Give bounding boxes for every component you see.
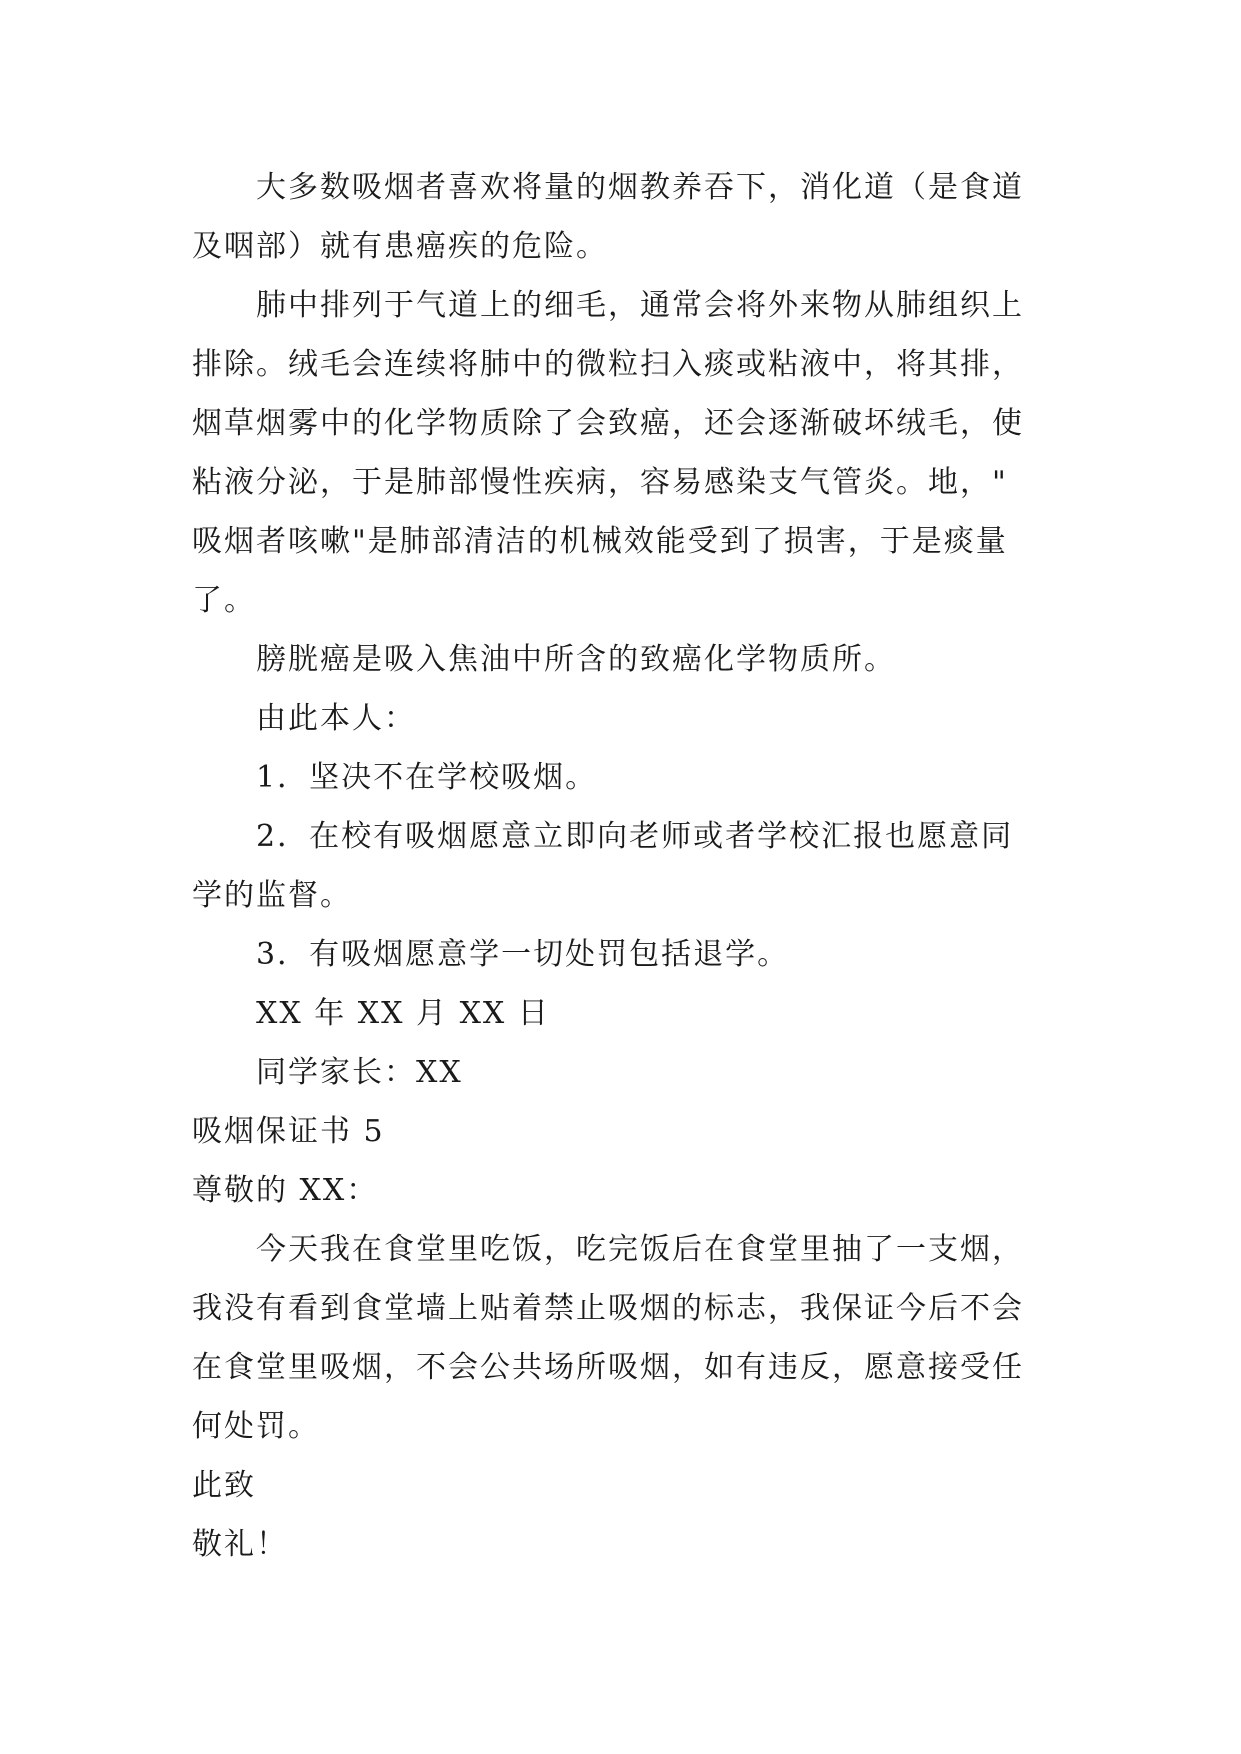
- salutation: 尊敬的 XX：: [192, 1173, 379, 1208]
- text-line: 由此本人：: [256, 701, 416, 736]
- text-line: 烟草烟雾中的化学物质除了会致癌，还会逐渐破坏绒毛，使: [192, 406, 1024, 441]
- document-page: [192, 158, 1062, 1574]
- list-item: 3．有吸烟愿意学一切处罚包括退学。: [256, 937, 790, 972]
- list-item-continuation: 学的监督。: [192, 878, 352, 913]
- text-line: 我没有看到食堂墙上贴着禁止吸烟的标志，我保证今后不会: [192, 1291, 1024, 1326]
- text-line: 了。: [192, 583, 256, 618]
- text-line: 粘液分泌，于是肺部慢性疾病，容易感染支气管炎。地，": [192, 465, 1008, 500]
- text-line: 及咽部）就有患癌疾的危险。: [192, 229, 608, 264]
- closing-line: 敬礼！: [192, 1527, 288, 1562]
- date-line: XX 年 XX 月 XX 日: [256, 996, 550, 1031]
- section-title: 吸烟保证书 5: [192, 1114, 385, 1149]
- text-line: 吸烟者咳嗽"是肺部清洁的机械效能受到了损害，于是痰量: [192, 524, 1008, 559]
- text-line: 今天我在食堂里吃饭，吃完饭后在食堂里抽了一支烟，: [256, 1232, 1024, 1267]
- closing-line: 此致: [192, 1468, 256, 1503]
- text-line: 何处罚。: [192, 1409, 320, 1444]
- list-item: 2．在校有吸烟愿意立即向老师或者学校汇报也愿意同: [256, 819, 1014, 854]
- list-item: 1．坚决不在学校吸烟。: [256, 760, 598, 795]
- text-line: 在食堂里吸烟，不会公共场所吸烟，如有违反，愿意接受任: [192, 1350, 1024, 1385]
- text-line: 排除。绒毛会连续将肺中的微粒扫入痰或粘液中，将其排，: [192, 347, 1024, 382]
- text-line: 大多数吸烟者喜欢将量的烟教养吞下，消化道（是食道: [256, 170, 1024, 205]
- text-line: 肺中排列于气道上的细毛，通常会将外来物从肺组织上: [256, 288, 1024, 323]
- text-line: 膀胱癌是吸入焦油中所含的致癌化学物质所。: [256, 642, 896, 677]
- signature-line: 同学家长：XX: [256, 1055, 463, 1090]
